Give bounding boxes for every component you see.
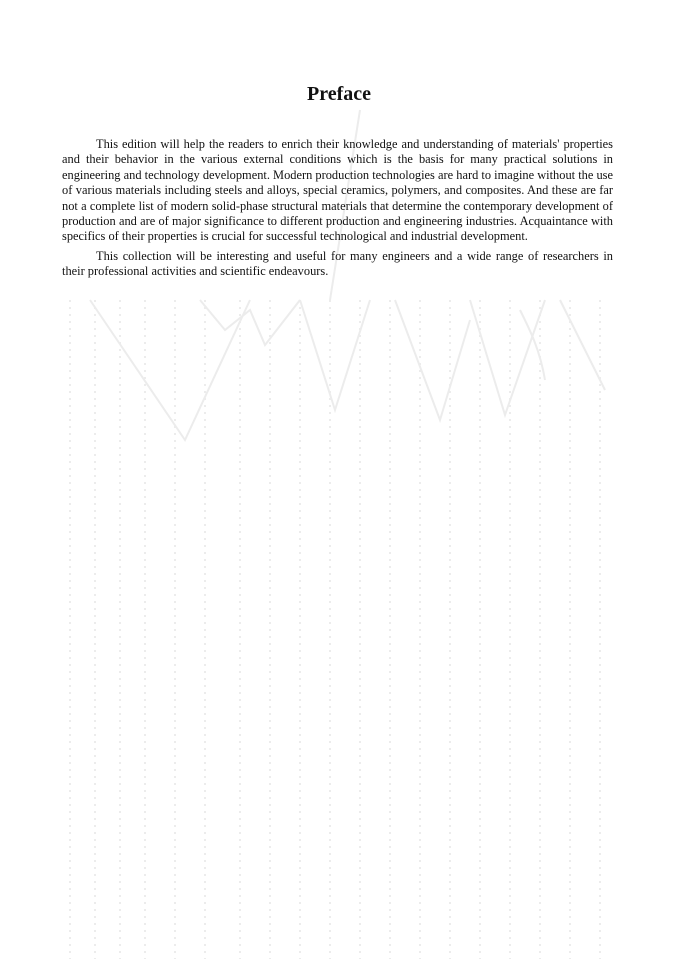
preface-paragraph: This edition will help the readers to enrich their knowledge and understanding of materials' properties and their behavior in the various external conditions which is the basis for many practical solutions in engineering and technology development. Modern production technologies are hard to imagine without the use of various materials including steels and alloys, special ceramics, polymers, and composites. And these are far not a complete list of modern solid-phase structural materials that determine the contemporary development of production and are of major significance to different production and engineering industries. Acquaintance with specifics of their properties is crucial for successful technological and industrial development. — [62, 137, 613, 244]
preface-body — [62, 137, 613, 284]
page-title: Preface — [306, 83, 372, 105]
preface-paragraph: This collection will be interesting and useful for many engineers and a wide range of researchers in their professional activities and scientific endeavours. — [62, 248, 613, 279]
